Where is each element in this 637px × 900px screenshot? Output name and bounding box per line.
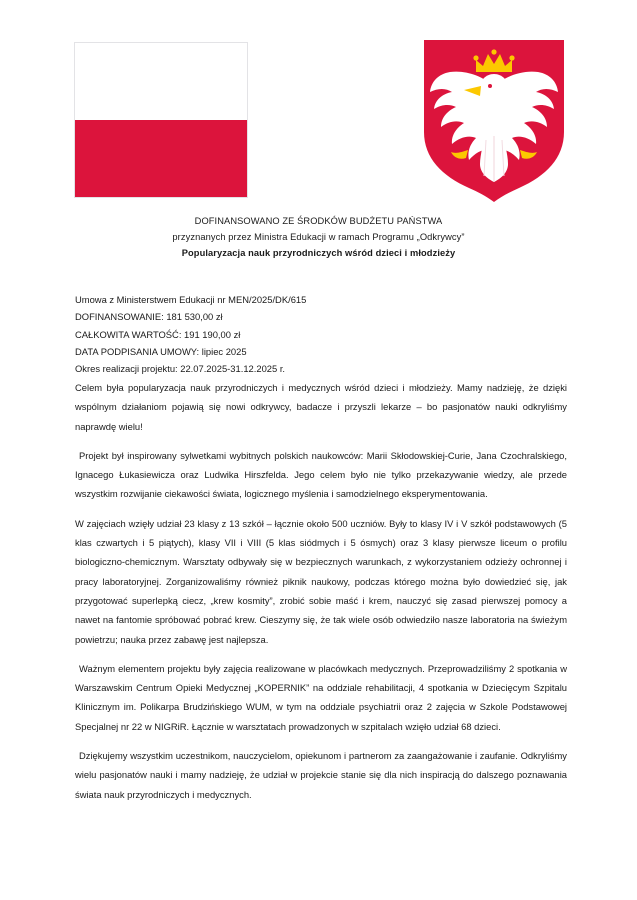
polish-coat-of-arms-image bbox=[418, 36, 570, 202]
detail-signing-date: DATA PODPISANIA UMOWY: lipiec 2025 bbox=[75, 345, 247, 357]
polish-flag-image bbox=[74, 42, 248, 198]
paragraph-goal: Celem była popularyzacja nauk przyrodniczych i medycznych wśród dzieci i młodzieży. Mamy nadzieję, że dzięki wspólnym działaniom pojawią się nowi odkrywcy, badacze i przyszli lekarze – bo pasjonatów nauki odkryliśmy naprawdę wielu! bbox=[75, 382, 567, 432]
funding-statement bbox=[0, 213, 637, 262]
funding-line-1: DOFINANSOWANO ZE ŚRODKÓW BUDŻETU PAŃSTWA bbox=[194, 216, 443, 226]
paragraph-acknowledgements: Dziękujemy wszystkim uczestnikom, nauczycielom, opiekunom i partnerom za zaangażowanie i zaufanie. Odkryliśmy wielu pasjonatów nauki i mamy nadzieję, że udział w projekcie stanie się dla nich inspiracją do dalszego poznawania świata nauk przyrodniczych i medycznych. bbox=[75, 750, 567, 800]
funding-line-2: przyznanych przez Ministra Edukacji w ramach Programu „Odkrywcy” bbox=[172, 232, 465, 243]
paragraph-classes-and-picnic: W zajęciach wzięły udział 23 klasy z 13 szkół – łącznie około 500 uczniów. Były to klasy IV i V szkół podstawowych (5 klas czwartych i 5 piątych), klasy VII i VIII (5 klas siódmych i 5 ósmych) oraz 3 klasy pierwsze liceum o profilu biologiczno-chemicznym. Warsztaty odbywały się w bezpiecznych warunkach, z wykorzystaniem odzieży ochronnej i pracy laboratoryjnej. Zorganizowaliśmy również piknik naukowy, podczas którego można było dowiedzieć się, jak przygotować superlepką ciecz, „krew kosmity”, zrobić sobie maść i krem, nauczyć się zasad pierwszej pomocy a nawet na fantomie spróbować pobrać krew. Cieszymy się, że tak wiele osób odwiedziło nasze laboratoria na świeżym powietrzu; nauka przez zabawę jest najlepsza. bbox=[75, 517, 567, 645]
flag-white-stripe bbox=[75, 43, 247, 120]
detail-funding-amount: DOFINANSOWANIE: 181 530,00 zł bbox=[75, 311, 223, 323]
contract-details-block bbox=[75, 291, 567, 377]
body-copy bbox=[75, 378, 567, 804]
detail-total-value: CAŁKOWITA WARTOŚĆ: 191 190,00 zł bbox=[75, 328, 241, 340]
detail-project-period: Okres realizacji projektu: 22.07.2025-31.12.2025 r. bbox=[75, 363, 286, 375]
emblem-header bbox=[0, 0, 637, 205]
paragraph-inspiration: Projekt był inspirowany sylwetkami wybitnych polskich naukowców: Marii Skłodowskiej-Curie, Jana Czochralskiego, Ignacego Łukasiewicza oraz Ludwika Hirszfelda. Jego celem było nie tylko przekazywanie wiedzy, ale przede wszystkim rozwijanie ciekawości świata, logicznego myślenia i samodzielnego eksperymentowania. bbox=[75, 449, 567, 500]
flag-red-stripe bbox=[75, 120, 247, 197]
detail-contract-number: Umowa z Ministerstwem Edukacji nr MEN/2025/DK/615 bbox=[75, 294, 307, 305]
funding-line-3-program-title: Popularyzacja nauk przyrodniczych wśród dzieci i młodzieży bbox=[181, 248, 456, 259]
paragraph-medical-facilities: Ważnym elementem projektu były zajęcia realizowane w placówkach medycznych. Przeprowadziliśmy 2 spotkania w Warszawskim Centrum Opieki Medycznej „KOPERNIK” na oddziale rehabilitacji, 4 spotkania w Dziecięcym Szpitalu Klinicznym im. Polikarpa Brudzińskiego WUM, w tym na oddziale psychiatrii oraz 2 zajęcia w Szkole Podstawowej Specjalnej nr 22 w NIGRiR. Łącznie w warsztatach prowadzonych w szpitalach wzięło udział 68 dzieci. bbox=[75, 662, 567, 732]
